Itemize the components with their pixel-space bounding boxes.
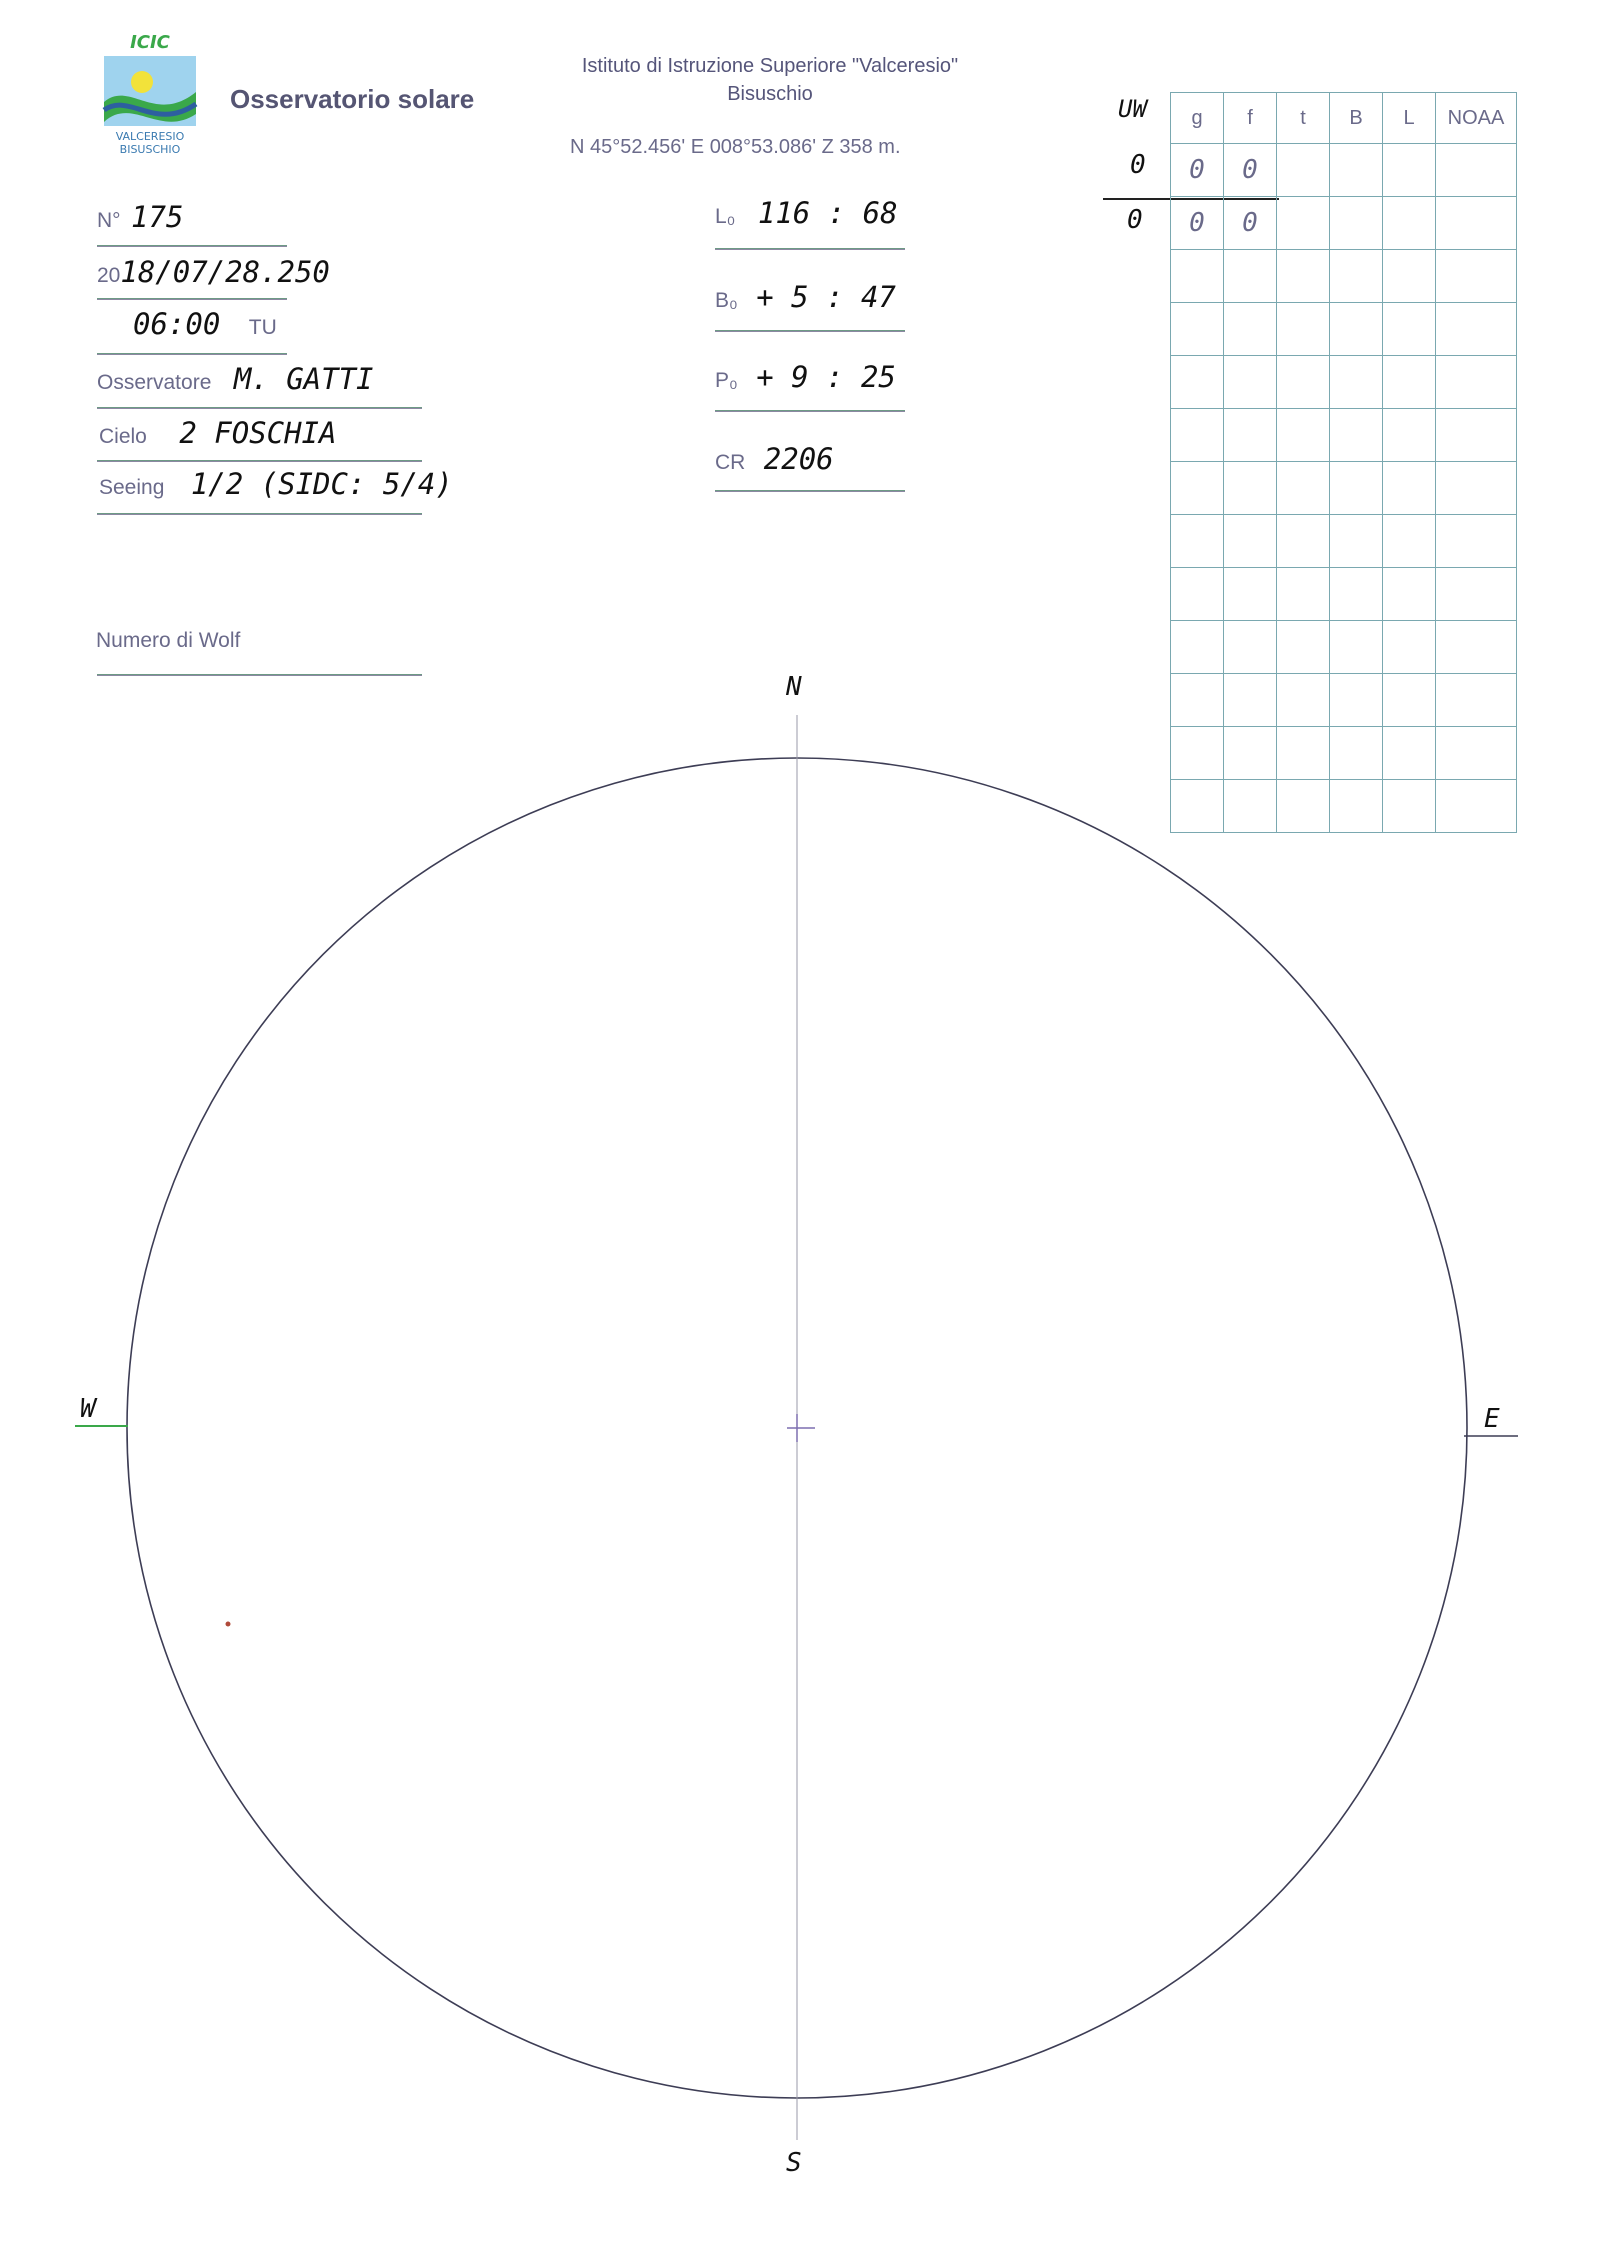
l0-label: L₀ (715, 205, 736, 228)
observatory-coordinates: N 45°52.456' E 008°53.086' Z 358 m. (570, 136, 901, 158)
row1-g: 0 (1171, 144, 1224, 197)
row2-f: 0 (1224, 197, 1277, 250)
row1-f: 0 (1224, 144, 1277, 197)
header-t: t (1277, 93, 1330, 144)
sky-label: Cielo (99, 425, 147, 448)
west-label: W (80, 1394, 96, 1424)
observatory-title: Osservatorio solare (230, 84, 475, 114)
l0-value: 116 : 68 (757, 196, 898, 230)
row1-uw-value: 0 (1130, 150, 1146, 180)
observer-label: Osservatore (97, 371, 212, 394)
row2-uw-value: 0 (1127, 205, 1143, 235)
school-line-2: Bisuschio (727, 83, 813, 105)
b0-label: B₀ (715, 289, 738, 312)
date-prefix: 20 (97, 264, 121, 287)
header-noaa: NOAA (1436, 93, 1517, 144)
number-value: 175 (131, 200, 184, 234)
svg-text:ICIC: ICIC (130, 32, 170, 53)
uw-label: UW (1118, 95, 1147, 123)
time-unit: TU (248, 316, 277, 339)
header-g: g (1171, 93, 1224, 144)
school-line-1: Istituto di Istruzione Superiore "Valceresio" (581, 55, 959, 77)
header-b: B (1330, 93, 1383, 144)
header-l: L (1383, 93, 1436, 144)
sky-value: 2 FOSCHIA (179, 416, 337, 450)
number-label: N° (97, 209, 121, 232)
time-value: 06:00 (133, 307, 221, 341)
header-f: f (1224, 93, 1277, 144)
row2-g: 0 (1171, 197, 1224, 250)
seeing-value: 1/2 (SIDC: 5/4) (190, 467, 453, 501)
south-label: S (786, 2148, 802, 2178)
b0-value: + 5 : 47 (756, 280, 896, 314)
svg-text:BISUSCHIO: BISUSCHIO (119, 143, 181, 156)
wolf-label: Numero di Wolf (96, 629, 241, 652)
svg-text:VALCERESIO: VALCERESIO (115, 130, 185, 143)
cr-value: 2206 (763, 442, 834, 476)
observer-value: M. GATTI (233, 362, 374, 396)
sunspot-dot (226, 1622, 231, 1627)
east-label: E (1484, 1404, 1500, 1434)
cr-label: CR (715, 451, 746, 474)
seeing-label: Seeing (99, 476, 165, 499)
p0-value: + 9 : 25 (756, 360, 896, 394)
p0-label: P₀ (715, 369, 738, 392)
north-label: N (786, 672, 802, 702)
date-value: 18/07/28.250 (120, 255, 330, 289)
